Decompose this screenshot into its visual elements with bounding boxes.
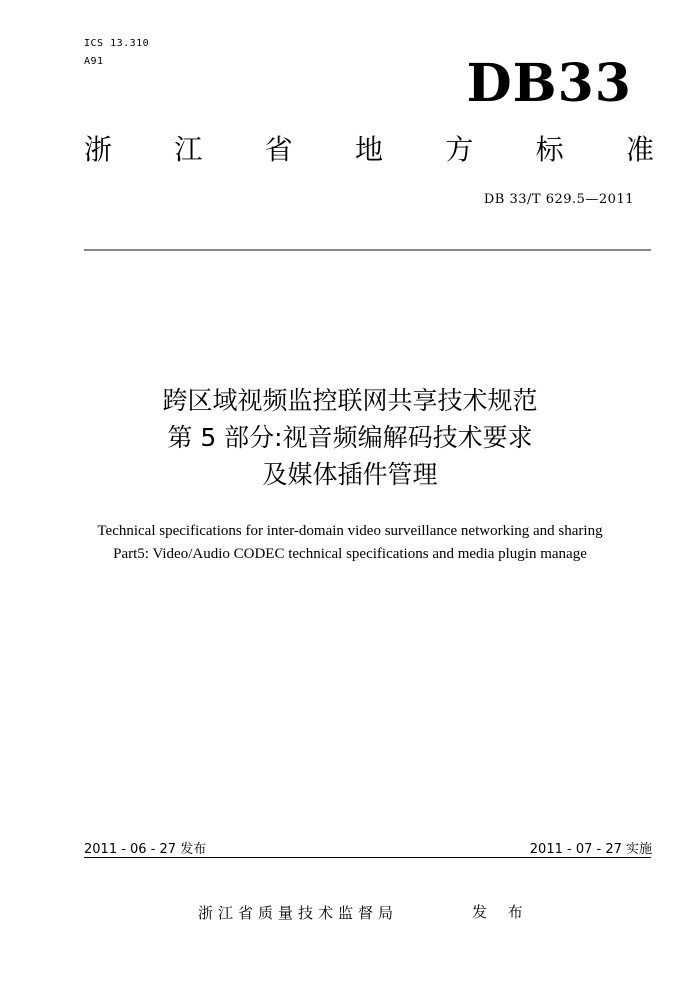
title-line-3: 及媒体插件管理: [262, 460, 438, 489]
chinese-title: [0, 382, 700, 493]
english-title-line-2: Part5: Video/Audio CODEC technical specifications and media plugin manage: [113, 546, 587, 562]
standard-type-char: 省: [264, 133, 293, 166]
ics-code: ICS 13.310: [84, 38, 150, 49]
standard-type-char: 浙: [84, 133, 113, 166]
footer-divider: [84, 857, 651, 858]
english-title: [0, 520, 700, 566]
title-line-2: 第 5 部分:视音频编解码技术要求: [167, 423, 533, 452]
standard-type: [84, 133, 654, 166]
standard-type-char: 标: [535, 133, 564, 166]
implementation-date: 2011 - 07 - 27 实施: [529, 842, 652, 857]
standard-number: DB 33/T 629.5—2011: [483, 192, 634, 207]
standard-logo: DB33: [466, 53, 632, 114]
english-title-line-1: Technical specifications for inter-domain video surveillance networking and sharing: [97, 523, 603, 539]
standard-type-char: 准: [625, 133, 654, 166]
ccs-code: A91: [84, 56, 104, 67]
issue-date: 2011 - 06 - 27 发布: [84, 842, 207, 857]
standard-type-char: 地: [354, 133, 383, 166]
title-line-1: 跨区域视频监控联网共享技术规范: [162, 386, 538, 415]
standard-type-char: 方: [445, 133, 474, 166]
issuing-authority: 浙江省质量技术监督局: [198, 904, 399, 922]
issue-label: 发 布: [472, 903, 531, 921]
standard-type-char: 江: [174, 133, 203, 166]
header-divider: [84, 249, 651, 251]
